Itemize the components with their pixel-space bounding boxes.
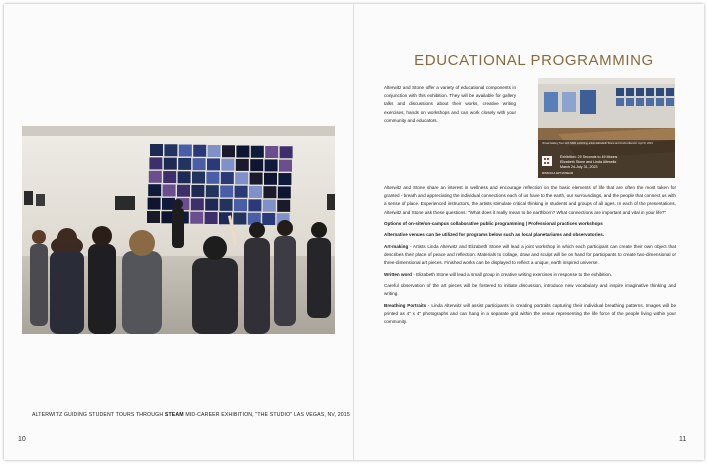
cosmic-tile <box>265 146 278 158</box>
cosmic-tile <box>235 186 248 198</box>
page-title: EDUCATIONAL PROGRAMMING <box>414 52 654 69</box>
paragraph-label: Art-making <box>384 243 409 249</box>
cosmic-tile <box>278 186 291 198</box>
body-paragraph <box>384 302 676 327</box>
cosmic-tile <box>191 198 204 210</box>
cosmic-tile <box>207 158 220 170</box>
body-paragraph: Alterwitz and Stone share an interest in wellness and encourage reflection on the basic elements of life that are often the most taken for granted - breath and appreciating the individual connections each of us have to the earth, our surroundings, and the people that connect us with a sense of place. Experienced instructors, the artists stimulate critical thinking in students and groups of all ages. In each of the presentations, Alterwitz and Stone ask these questions: "What does it really mean to be earthborn? What connections are important and vital in your life?" <box>384 185 676 215</box>
cosmic-tile <box>263 186 276 198</box>
cosmic-tile <box>205 199 218 211</box>
cosmic-tile <box>220 185 233 197</box>
caption-bold: STEAM <box>164 412 184 418</box>
cosmic-tile <box>193 145 206 157</box>
cosmic-tile <box>179 145 192 157</box>
cosmic-tile <box>193 158 206 170</box>
cosmic-tile <box>222 145 235 157</box>
cosmic-tile <box>149 157 162 169</box>
cosmic-tile <box>191 185 204 197</box>
paragraph-text: - Linda Alterwitz will assist participants in creating portraits capturing their individual breathing patterns. Images will be printed as 4" x 4" photographs and can hang in a separate grid within the venue representing the life force of the people living within your community. <box>384 302 676 324</box>
section-heading: Options of on-site/on-campus collaborative public programming | Professional practices workshops <box>384 221 603 226</box>
caption-suffix: MID-CAREER EXHIBITION, "THE STUDIO" LAS VEGAS, NV, 2015 <box>183 412 350 418</box>
body-paragraph <box>384 231 676 239</box>
cosmic-tile <box>208 145 221 157</box>
cosmic-tile <box>264 173 277 185</box>
cosmic-tile <box>150 144 163 156</box>
paragraph-label: Breathing Portraits <box>384 302 427 308</box>
gallery-tour-photo <box>22 126 335 334</box>
exhibit-caption-line1: Exhibition: 29 Seconds to 49 Moons <box>560 155 618 159</box>
cosmic-tile <box>147 211 160 223</box>
gallery-tour-illustration <box>22 126 335 334</box>
cosmic-tile <box>192 172 205 184</box>
cosmic-tile <box>249 186 262 198</box>
exhibition-illustration <box>538 78 675 178</box>
cosmic-tile <box>206 185 219 197</box>
cosmic-tile <box>277 200 290 212</box>
exhibit-caption-line3: March 24-July 31, 2023 <box>560 165 598 169</box>
cosmic-tile <box>206 172 219 184</box>
body-paragraph <box>384 243 676 268</box>
cosmic-tile <box>233 213 246 225</box>
cosmic-tile <box>262 213 275 225</box>
body-paragraph: Careful observation of the art pieces will be fostered to initiate discussion, introduce new vocabulary and inspire imaginative thinking and writing. <box>384 282 676 297</box>
cosmic-tile <box>250 159 263 171</box>
exhibition-photo <box>538 78 675 178</box>
caption-prefix: ALTERWITZ GUIDING STUDENT TOURS THROUGH <box>32 412 165 418</box>
cosmic-tile <box>234 199 247 211</box>
page-number-left: 10 <box>18 436 26 443</box>
body-paragraph <box>384 220 676 228</box>
exhibit-caption-line2: Elizabeth Stone and Linda Alterwitz <box>560 160 617 164</box>
cosmic-tile <box>190 212 203 224</box>
cosmic-tile <box>177 185 190 197</box>
exhibit-overlay-text: Virtual Gallery Tour with NMM exhibiting artists Elizabeth Stone and Linda Alterwitz: April 8, 2023 <box>542 142 653 145</box>
cosmic-tile <box>149 171 162 183</box>
cosmic-tile <box>221 172 234 184</box>
cosmic-tile <box>164 158 177 170</box>
cosmic-tile <box>164 144 177 156</box>
cosmic-tile <box>236 146 249 158</box>
body-paragraph <box>384 271 676 279</box>
cosmic-tile <box>221 159 234 171</box>
cosmic-tile <box>279 160 292 172</box>
cosmic-tile <box>265 159 278 171</box>
cosmic-tile <box>251 146 264 158</box>
cosmic-tile <box>280 146 293 158</box>
cosmic-tile <box>178 171 191 183</box>
cosmic-tile <box>250 173 263 185</box>
cosmic-tile <box>163 184 176 196</box>
cosmic-tile <box>220 199 233 211</box>
cosmic-tile <box>148 198 161 210</box>
cosmic-tile <box>235 172 248 184</box>
cosmic-tile <box>178 158 191 170</box>
left-page <box>4 4 354 460</box>
cosmic-tile <box>278 173 291 185</box>
photo-caption <box>32 412 350 418</box>
cosmic-tile <box>163 171 176 183</box>
paragraph-text: - Artists Linda Alterwitz and Elizabeth Stone will lead a joint workshop in which each participant can create their own object that describes their place of peace and reflection. Materials to collage, draw and sculpt will be on hand for participants to create two-dimensional or three-dimensional art pieces. Finished works can be displayed to reflect a unique, earth inspired universe. <box>384 243 676 266</box>
main-body <box>384 184 676 329</box>
intro-paragraph: Alterwitz and Stone offer a variety of educational components in conjunction with this exhibition. They will be available for gallery talks and discussions about their works, creative writing exercises, hands on workshops and can work closely with your community and educators. <box>384 85 516 123</box>
paragraph-text: - Elizabeth Stone will lead a small group in creative writing exercises in response to the exhibition. <box>412 271 612 277</box>
exhibit-logo-text: MISSOULA ART MUSEUM <box>542 172 574 175</box>
cosmic-tile <box>236 159 249 171</box>
cosmic-tile <box>148 184 161 196</box>
section-heading: Alternative venues can be utilized for programs below such as local planetariums and observatories. <box>384 232 605 238</box>
page-number-right: 11 <box>679 436 687 443</box>
book-spread <box>4 4 704 460</box>
paragraph-label: Written word <box>384 271 412 277</box>
cosmic-tile <box>205 212 218 224</box>
cosmic-tile <box>248 199 261 211</box>
cosmic-tile <box>263 200 276 212</box>
